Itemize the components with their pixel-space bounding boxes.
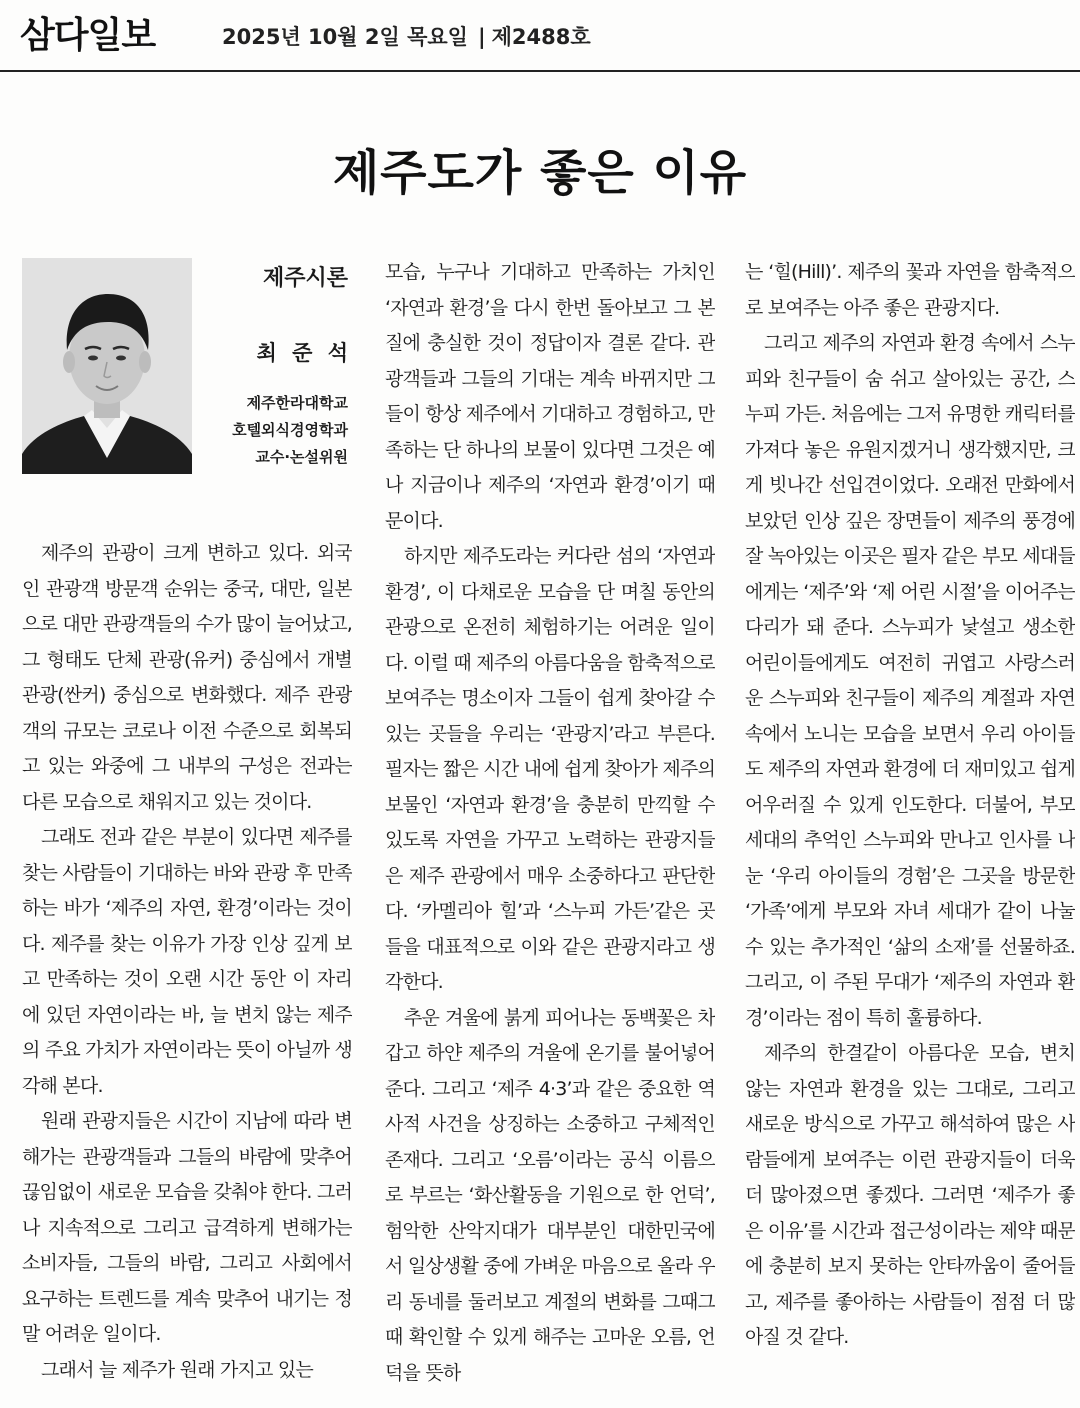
paragraph: 그래도 전과 같은 부분이 있다면 제주를 찾는 사람들이 기대하는 바와 관광 후 만족하는 바가 ‘제주의 자연, 환경’이라는 것이다. 제주를 찾는 이유가 가장 인상 깊게 보고 만족하는 것이 오랜 시간 동안 이 자리에 있던 자연이라는 바, 늘 변치 않는 제주의 주요 가치가 자연이라는 뜻이 아닐까 생각해 본다.	[22, 826, 352, 1097]
column-section-name: 제주시론	[262, 266, 348, 291]
paragraph: 원래 관광지들은 시간이 지남에 따라 변해가는 관광객들과 그들의 바람에 맞추어 끊임없이 새로운 모습을 갖춰야 한다. 그러나 지속적으로 그리고 급격하게 변해가는 소비자들, 그들의 바람, 그리고 사회에서 요구하는 트렌드를 계속 맞추어 내기는 정말 어려운 일이다.	[22, 1110, 352, 1345]
paragraph: 제주의 한결같이 아름다운 모습, 변치 않는 자연과 환경을 있는 그대로, 그리고 새로운 방식으로 가꾸고 해석하여 많은 사람들에게 보여주는 이런 관광지들이 더욱더 많아졌으면 좋겠다. 그러면 ‘제주가 좋은 이유’를 시간과 접근성이라는 제약 때문에 충분히 보지 못하는 안타까움이 줄어들고, 제주를 좋아하는 사람들이 점점 더 많아질 것 같다.	[745, 1042, 1075, 1348]
issue-number: 제2488호	[491, 25, 591, 49]
paragraph: 추운 겨울에 붉게 피어나는 동백꽃은 차갑고 하얀 제주의 겨울에 온기를 불어넣어 준다. 그리고 ‘제주 4·3’과 같은 중요한 역사적 사건을 상징하는 소중하고 구체적인 존재다. 그리고 ‘오름’이라는 공식 이름으로 부르는 ‘화산활동을 기원으로 한 언덕’, 험악한 산악지대가 대부분인 대한민국에서 일상생활 중에 가벼운 마음으로 올라 우리 동네를 둘러보고 계절의 변화를 그때그때 확인할 수 있게 해주는 고마운 오름, 언덕을 뜻하	[385, 1006, 715, 1384]
dateline-separator: |	[477, 25, 486, 49]
affiliation-title: 교수·논설위원	[255, 448, 348, 466]
article-column-2	[385, 255, 715, 1406]
article-column-1	[22, 536, 352, 1406]
affiliation-department: 호텔외식경영학과	[232, 421, 348, 439]
masthead	[0, 0, 1080, 72]
author-affiliation	[200, 390, 348, 471]
byline	[200, 258, 352, 471]
article-column-3	[745, 255, 1075, 1406]
paragraph: 는 ‘힐(Hill)’. 제주의 꽃과 자연을 함축적으로 보여주는 아주 좋은 관광지다.	[745, 261, 1075, 319]
article-headline: 제주도가 좋은 이유	[332, 145, 748, 201]
affiliation-university: 제주한라대학교	[246, 394, 348, 412]
paragraph: 하지만 제주도라는 커다란 섬의 ‘자연과 환경’, 이 다채로운 모습을 단 며칠 동안의 관광으로 온전히 체험하기는 어려운 일이다. 이럴 때 제주의 아름다움을 함축적으로 보여주는 명소이자 그들이 쉽게 찾아갈 수 있는 곳들을 우리는 ‘관광지’라고 부른다. 필자는 짧은 시간 내에 쉽게 찾아가 제주의 보물인 ‘자연과 환경’을 충분히 만끽할 수 있도록 자연을 가꾸고 노력하는 관광지들은 제주 관광에서 매우 소중하다고 판단한다. ‘카멜리아 힐’과 ‘스누피 가든’같은 곳들을 대표적으로 이와 같은 관광지라고 생각한다.	[385, 545, 715, 993]
paragraph: 그래서 늘 제주가 원래 가지고 있는	[41, 1358, 313, 1381]
dateline	[222, 20, 601, 54]
author-name: 최 준 석	[256, 341, 352, 365]
newspaper-logo: 삼다일보	[20, 15, 156, 56]
paragraph: 그리고 제주의 자연과 환경 속에서 스누피와 친구들이 숨 쉬고 살아있는 공간, 스누피 가든. 처음에는 그저 유명한 캐릭터를 가져다 놓은 유원지겠거니 생각했지만, 크게 빗나간 선입견이었다. 오래전 만화에서 보았던 인상 깊은 장면들이 제주의 풍경에 잘 녹아있는 이곳은 필자 같은 부모 세대들에게는 ‘제주’와 ‘제 어린 시절’을 이어주는 다리가 돼 준다. 스누피가 낯설고 생소한 어린이들에게도 여전히 귀엽고 사랑스러운 스누피와 친구들이 제주의 계절과 자연 속에서 노니는 모습을 보면서 우리 아이들도 제주의 자연과 환경에 더 재미있고 쉽게 어우러질 수 있게 인도한다. 더불어, 부모 세대의 추억인 스누피와 만나고 인사를 나눈 ‘우리 아이들의 경험’은 그곳을 방문한 ‘가족’에게 부모와 자녀 세대가 같이 나눌 수 있는 추가적인 ‘삶의 소재’를 선물하죠. 그리고, 이 주된 무대가 ‘제주의 자연과 환경’이라는 점이 특히 훌륭하다.	[745, 332, 1075, 1029]
issue-date: 2025년 10월 2일 목요일	[222, 25, 468, 49]
paragraph: 모습, 누구나 기대하고 만족하는 가치인 ‘자연과 환경’을 다시 한번 돌아보고 그 본질에 충실한 것이 정답이자 결론 같다. 관광객들과 그들의 기대는 계속 바뀌지만 그들이 항상 제주에서 기대하고 경험하고, 만족하는 단 하나의 보물이 있다면 그것은 예나 지금이나 제주의 ‘자연과 환경’이기 때문이다.	[385, 261, 715, 532]
author-photo	[22, 258, 192, 474]
paragraph: 제주의 관광이 크게 변하고 있다. 외국인 관광객 방문객 순위는 중국, 대만, 일본으로 대만 관광객들의 수가 많이 늘어났고, 그 형태도 단체 관광(유커) 중심에서 개별관광(싼커) 중심으로 변화했다. 제주 관광객의 규모는 코로나 이전 수준으로 회복되고 있는 와중에 그 내부의 구성은 전과는 다른 모습으로 채워지고 있는 것이다.	[22, 542, 352, 813]
